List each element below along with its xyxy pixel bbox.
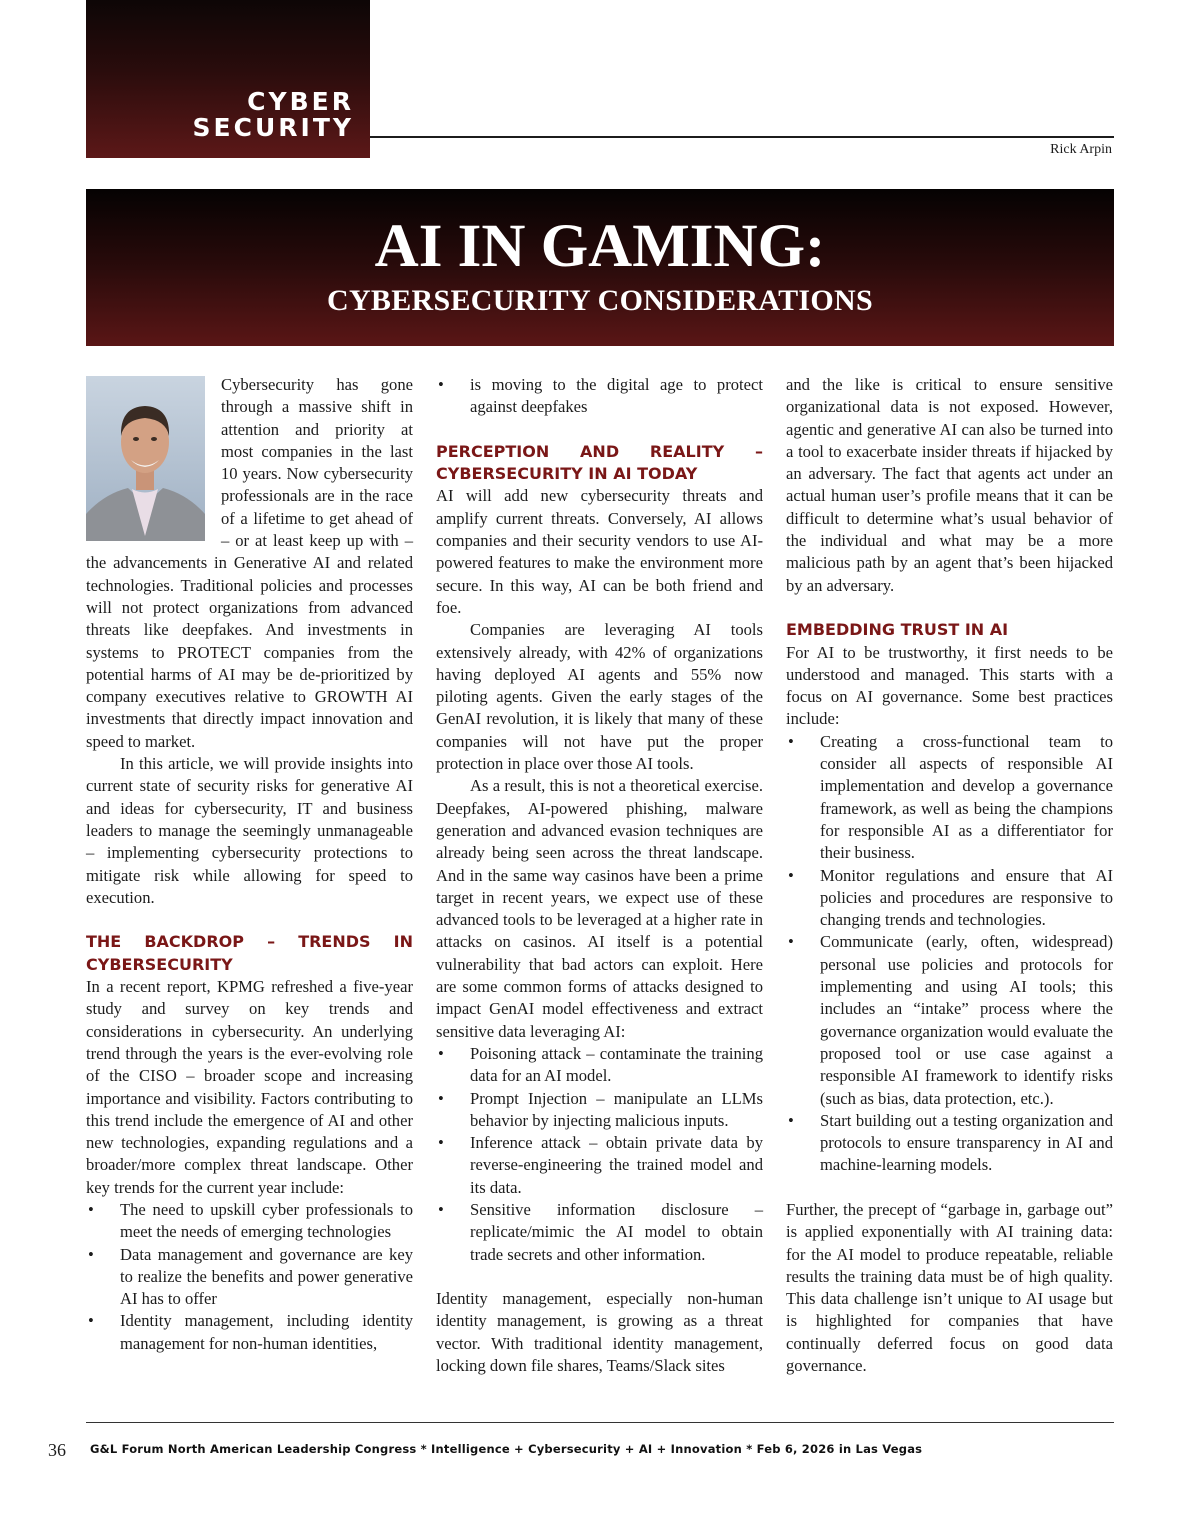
list-item: • Prompt Injection – manipulate an LLMs behavior by injecting malicious inputs.: [436, 1088, 763, 1133]
list-item: • Identity management, including identity management for non-human identities,: [86, 1310, 413, 1355]
paragraph: Companies are leveraging AI tools extensively already, with 42% of organizations having deployed AI agents and 55% now piloting agents. Given the early stages of the GenAI revolution, it is likely that many of these companies will not have put the proper protection in place over those AI tools.: [436, 620, 763, 774]
intro-paragraph: Cybersecurity has gone through a massive shift in attention and priority at most companies in the last 10 years. Now cybersecurity professionals are in the race of a lifetime to get ahead of – or at least keep up with – the advancements in Generative AI and related technologies. Traditional policies and processes will not protect organizations from advanced threats like deepfakes. And investments in systems to PROTECT companies from the potential harms of AI may be de-prioritized by company executives relative to GROWTH AI investments that directly impact innovation and speed to market.: [86, 375, 413, 751]
list-item-text: is moving to the digital age to protect against deepfakes: [470, 375, 763, 417]
list-item-continued: [436, 374, 763, 419]
bullet-list: [436, 1043, 763, 1266]
paragraph: Further, the precept of “garbage in, garbage out” is applied exponentially with AI training data: for the AI model to produce repeatable, reliable results the training data must be of high quality. This data challenge isn’t unique to AI usage but is highlighted for companies that have continually deferred focus on good data governance.: [786, 1199, 1113, 1376]
column-3: [786, 374, 1113, 1377]
list-item: • Start building out a testing organization and protocols to ensure transparency in AI and machine-learning models.: [786, 1110, 1113, 1177]
list-item: • Communicate (early, often, widespread) personal use policies and protocols for implementing and using AI tools; this includes an “intake” process where the governance organization would evaluate the proposed tool or use case against a responsible AI framework to identify risks (such as bias, data protection, etc.).: [786, 931, 1113, 1109]
section-heading: THE BACKDROP – TRENDS IN CYBERSECURITY: [86, 932, 413, 974]
author-photo: [86, 376, 205, 541]
column-1: [86, 374, 413, 1355]
footer-rule: [86, 1422, 1114, 1423]
footer-text: G&L Forum North American Leadership Congress * Intelligence + Cybersecurity + AI + Innovation * Feb 6, 2026 in Las Vegas: [90, 1442, 923, 1456]
author-photo-illustration: [86, 376, 205, 541]
column-2: [436, 374, 763, 1377]
paragraph: In a recent report, KPMG refreshed a five-year study and survey on key trends and considerations in cybersecurity. An underlying trend through the years is the ever-evolving role of the CISO – broader scope and increasing importance and visibility. Factors contributing to this trend include the emergence of AI and other new technologies, expanding regulations and a broader/more complex threat landscape. Other key trends for the current year include:: [86, 977, 413, 1197]
paragraph: As a result, this is not a theoretical exercise. Deepfakes, AI-powered phishing, malware generation and advanced evasion techniques are already being seen across the threat landscape. And in the same way casinos have been a prime target in recent years, we expect use of these advanced tools to be leveraged at a higher rate in attacks on casinos. AI itself is a potential vulnerability that bad actors can exploit. Here are some common forms of attacks designed to impact GenAI model effectiveness and extract sensitive data leveraging AI:: [436, 776, 763, 1041]
title-banner: [86, 189, 1114, 346]
list-item: • Monitor regulations and ensure that AI policies and procedures are responsive to changing trends and technologies.: [786, 865, 1113, 932]
header-rule: [370, 136, 1114, 138]
bullet-list-continued: [436, 374, 763, 419]
list-item: • The need to upskill cyber professionals to meet the needs of emerging technologies: [86, 1199, 413, 1244]
list-item: • Sensitive information disclosure – replicate/mimic the AI model to obtain trade secrets and other information.: [436, 1199, 763, 1266]
article-subtitle: CYBERSECURITY CONSIDERATIONS: [326, 284, 873, 317]
paragraph: In this article, we will provide insights into current state of security risks for generative AI and ideas for cybersecurity, IT and business leaders to manage the seemingly unmanageable – implementing cybersecurity protections to mitigate risk while allowing for speed to execution.: [86, 754, 413, 907]
paragraph: For AI to be trustworthy, it first needs to be understood and managed. This starts with a focus on AI governance. Some best practices include:: [786, 642, 1113, 729]
page-number: 36: [48, 1440, 66, 1460]
paragraph: AI will add new cybersecurity threats and amplify current threats. Conversely, AI allows companies and their security vendors to use AI-powered features to make the environment more secure. In this way, AI can be both friend and foe.: [436, 486, 763, 617]
list-item: • Creating a cross-functional team to consider all aspects of responsible AI implementation and develop a governance framework, as well as being the champions for responsible AI as a differentiator for their business.: [786, 731, 1113, 865]
section-tab: [86, 0, 370, 158]
bullet-list: [86, 1199, 413, 1355]
author-name: Rick Arpin: [1050, 142, 1112, 157]
section-heading: PERCEPTION AND REALITY – CYBERSECURITY IN AI TODAY: [436, 441, 763, 484]
paragraph: and the like is critical to ensure sensitive organizational data is not exposed. However, agentic and generative AI can also be turned into a tool to exacerbate insider threats if hijacked by an adversary. The fact that agents act under an actual human user’s profile means that it can be difficult to determine what’s usual behavior of the individual and what may be a more malicious path by an agent that’s been hijacked by an adversary.: [786, 375, 1113, 595]
paragraph: Identity management, especially non-human identity management, is growing as a threat vector. With traditional identity management, locking down file shares, Teams/Slack sites: [436, 1289, 763, 1376]
section-heading: EMBEDDING TRUST IN AI: [786, 620, 1009, 640]
list-item: • Data management and governance are key to realize the benefits and power generative AI has to offer: [86, 1244, 413, 1311]
section-label-line2: SECURITY: [192, 113, 354, 142]
bullet-list: [786, 731, 1113, 1177]
article-title: AI IN GAMING:: [374, 213, 826, 280]
list-item: • Inference attack – obtain private data by reverse-engineering the trained model and its data.: [436, 1132, 763, 1199]
list-item: • Poisoning attack – contaminate the training data for an AI model.: [436, 1043, 763, 1088]
section-label-line1: CYBER: [247, 87, 354, 116]
